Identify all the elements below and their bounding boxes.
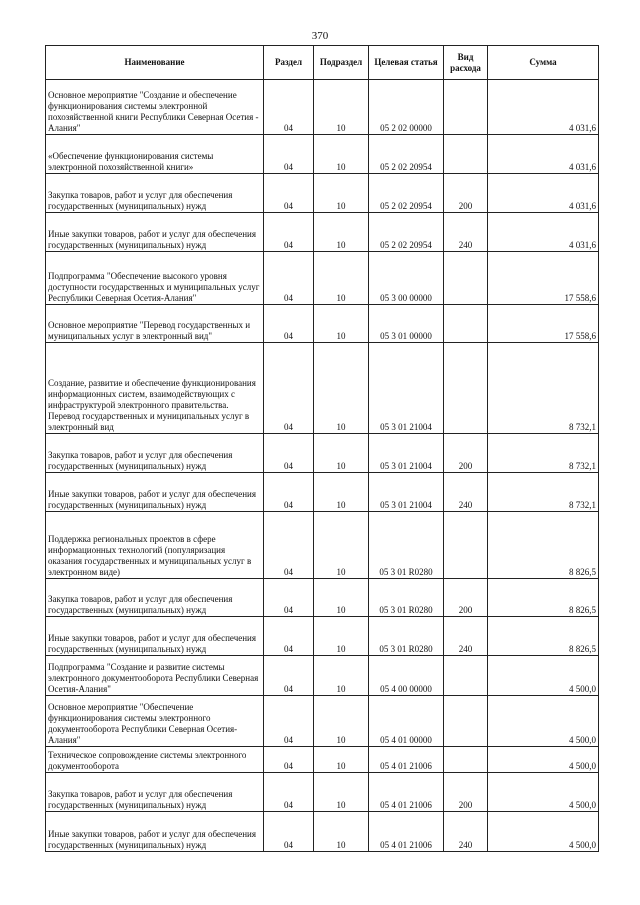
row-section: 04 [264,656,314,696]
row-expense [444,305,488,343]
header-target: Целевая статья [369,46,444,80]
row-subsection: 10 [314,512,369,579]
row-target: 05 4 01 00000 [369,696,444,747]
row-name: Поддержка региональных проектов в сфере информационных технологий (популяризация оказания государственных и муниципальных услуг в электронном виде) [46,512,264,579]
row-subsection: 10 [314,80,369,135]
row-name: Закупка товаров, работ и услуг для обеспечения государственных (муниципальных) нужд [46,434,264,473]
row-target: 05 3 00 00000 [369,252,444,305]
row-subsection: 10 [314,473,369,512]
row-name: Иные закупки товаров, работ и услуг для обеспечения государственных (муниципальных) нужд [46,473,264,512]
header-expense: Вид расхода [444,46,488,80]
row-sum: 17 558,6 [488,305,599,343]
row-section: 04 [264,135,314,174]
row-name: Подпрограмма "Создание и развитие системы электронного документооборота Республики Северная Осетия-Алания" [46,656,264,696]
row-target: 05 4 01 21006 [369,773,444,812]
header-name: Наименование [46,46,264,80]
row-name: Создание, развитие и обеспечение функционирования информационных систем, взаимодействующих с инфраструктурой электронного правительства. Перевод государственных и муниципальных услуг в электронный вид [46,343,264,434]
row-sum: 4 031,6 [488,213,599,252]
table-row [46,174,599,213]
row-subsection: 10 [314,343,369,434]
row-expense: 200 [444,434,488,473]
row-section: 04 [264,773,314,812]
row-expense [444,135,488,174]
table-row [46,305,599,343]
row-subsection: 10 [314,579,369,617]
row-name: Подпрограмма "Обеспечение высокого уровня доступности государственных и муниципальных услуг Республики Северная Осетия-Алания" [46,252,264,305]
row-target: 05 2 02 20954 [369,213,444,252]
row-target: 05 3 01 21004 [369,343,444,434]
row-name: Иные закупки товаров, работ и услуг для обеспечения государственных (муниципальных) нужд [46,812,264,852]
row-section: 04 [264,305,314,343]
row-expense [444,80,488,135]
budget-table [45,45,599,852]
row-sum: 4 500,0 [488,696,599,747]
table-row [46,252,599,305]
row-sum: 4 500,0 [488,656,599,696]
row-expense: 200 [444,773,488,812]
table-row [46,80,599,135]
row-sum: 4 500,0 [488,812,599,852]
row-subsection: 10 [314,747,369,773]
page-number: 370 [311,30,329,42]
row-sum: 4 031,6 [488,80,599,135]
table-row [46,696,599,747]
row-sum: 8 732,1 [488,343,599,434]
row-sum: 4 500,0 [488,747,599,773]
row-subsection: 10 [314,434,369,473]
row-expense [444,343,488,434]
row-target: 05 4 01 21006 [369,747,444,773]
row-target: 05 3 01 00000 [369,305,444,343]
table-row [46,343,599,434]
row-sum: 8 826,5 [488,617,599,656]
row-subsection: 10 [314,812,369,852]
row-name: Техническое сопровождение системы электронного документооборота [46,747,264,773]
row-target: 05 4 01 21006 [369,812,444,852]
row-section: 04 [264,252,314,305]
row-expense [444,747,488,773]
row-sum: 17 558,6 [488,252,599,305]
row-section: 04 [264,579,314,617]
row-expense: 240 [444,213,488,252]
table-body [46,80,599,852]
row-section: 04 [264,747,314,773]
row-target: 05 3 01 R0280 [369,617,444,656]
table-row [46,135,599,174]
row-expense: 240 [444,617,488,656]
row-target: 05 2 02 00000 [369,80,444,135]
row-section: 04 [264,512,314,579]
row-expense [444,656,488,696]
header-sum: Сумма [488,46,599,80]
table-row [46,473,599,512]
row-subsection: 10 [314,773,369,812]
row-sum: 8 826,5 [488,512,599,579]
row-name: Основное мероприятие "Перевод государственных и муниципальных услуг в электронный вид" [46,305,264,343]
row-subsection: 10 [314,696,369,747]
table-row [46,812,599,852]
row-sum: 8 732,1 [488,434,599,473]
row-name: Основное мероприятие "Создание и обеспечение функционирования системы электронной похозяйственной книги Республики Северная Осетия - Алания" [46,80,264,135]
row-target: 05 3 01 21004 [369,434,444,473]
header-section: Раздел [264,46,314,80]
row-section: 04 [264,80,314,135]
row-name: Иные закупки товаров, работ и услуг для обеспечения государственных (муниципальных) нужд [46,617,264,656]
table-row [46,747,599,773]
header-subsection: Подраздел [314,46,369,80]
row-subsection: 10 [314,305,369,343]
row-target: 05 4 00 00000 [369,656,444,696]
table-row [46,213,599,252]
row-subsection: 10 [314,656,369,696]
row-target: 05 2 02 20954 [369,135,444,174]
row-subsection: 10 [314,174,369,213]
row-name: Закупка товаров, работ и услуг для обеспечения государственных (муниципальных) нужд [46,579,264,617]
row-expense: 200 [444,579,488,617]
row-name: «Обеспечение функционирования системы электронной похозяйственной книги» [46,135,264,174]
row-sum: 4 031,6 [488,174,599,213]
table-row [46,512,599,579]
row-name: Закупка товаров, работ и услуг для обеспечения государственных (муниципальных) нужд [46,174,264,213]
row-expense: 200 [444,174,488,213]
row-expense: 240 [444,812,488,852]
row-sum: 4 500,0 [488,773,599,812]
row-expense: 240 [444,473,488,512]
row-section: 04 [264,434,314,473]
table-row [46,773,599,812]
row-name: Закупка товаров, работ и услуг для обеспечения государственных (муниципальных) нужд [46,773,264,812]
row-subsection: 10 [314,617,369,656]
header-row [46,46,599,80]
row-sum: 8 826,5 [488,579,599,617]
row-target: 05 2 02 20954 [369,174,444,213]
row-expense [444,512,488,579]
row-expense [444,696,488,747]
row-sum: 8 732,1 [488,473,599,512]
row-target: 05 3 01 R0280 [369,512,444,579]
row-sum: 4 031,6 [488,135,599,174]
table-row [46,579,599,617]
row-section: 04 [264,343,314,434]
row-section: 04 [264,473,314,512]
row-section: 04 [264,812,314,852]
row-section: 04 [264,617,314,656]
row-target: 05 3 01 21004 [369,473,444,512]
row-section: 04 [264,696,314,747]
table-row [46,434,599,473]
table-row [46,617,599,656]
row-subsection: 10 [314,252,369,305]
row-name: Основное мероприятие "Обеспечение функционирования системы электронного документооборота Республики Северная Осетия-Алания" [46,696,264,747]
row-section: 04 [264,174,314,213]
row-subsection: 10 [314,135,369,174]
row-section: 04 [264,213,314,252]
row-name: Иные закупки товаров, работ и услуг для обеспечения государственных (муниципальных) нужд [46,213,264,252]
row-target: 05 3 01 R0280 [369,579,444,617]
table-row [46,656,599,696]
row-expense [444,252,488,305]
row-subsection: 10 [314,213,369,252]
